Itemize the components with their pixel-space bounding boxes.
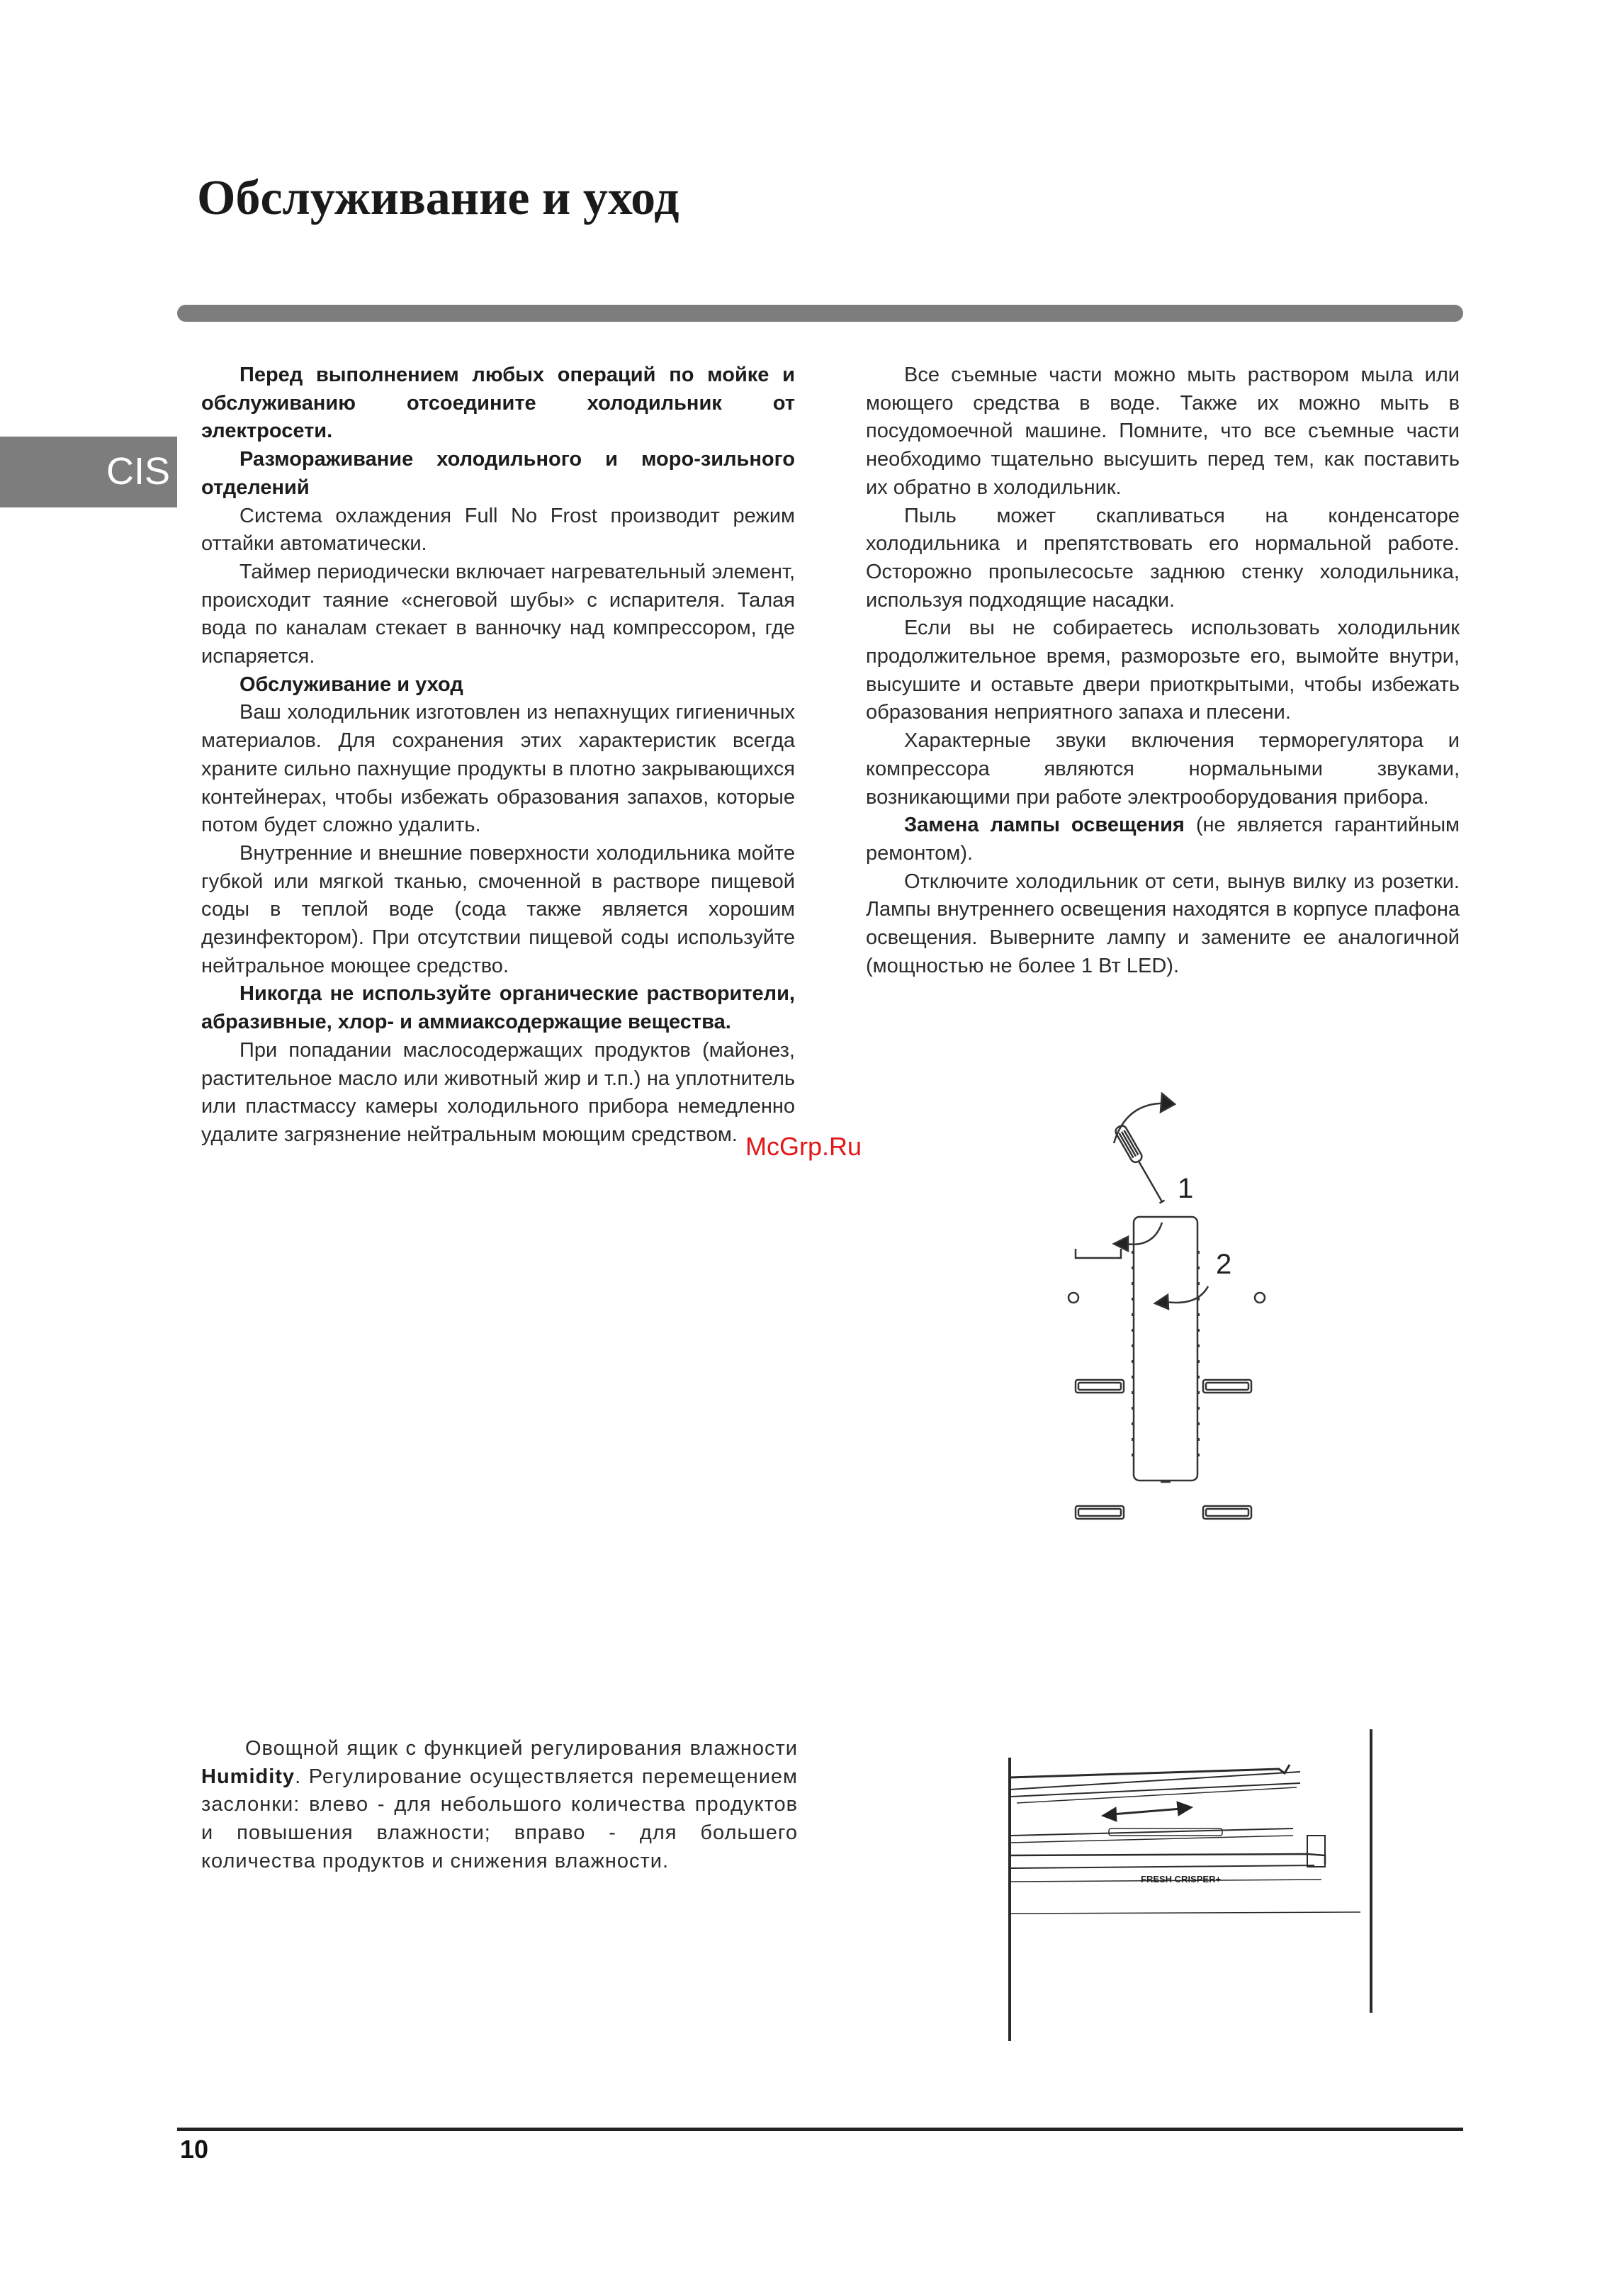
defrost-paragraph-2: Таймер периодически включает нагревательный элемент, происходит таяние «снеговой шубы» с испарителя. Талая вода по каналам стекает в ванночку над компрессором, где испаряется. [201, 560, 795, 668]
watermark: McGrp.Ru [745, 1132, 862, 1161]
rotate-arrow-head [1161, 1094, 1175, 1112]
lamp-paragraph: Отключите холодильник от сети, вынув вилку из розетки. Лампы внутреннего освещения находятся в корпусе плафона освещения. Выверните лампу и замените ее аналогичной (мощностью не более 1 Вт LED). [866, 870, 1460, 977]
care-paragraph-3: При попадании маслосодержащих продуктов (майонез, растительное масло или животный жир и т.п.) на уплотнитель или пластмассу камеры холодильного прибора немедленно удалите загрязнение нейтральным моющим средством. [201, 1038, 795, 1146]
humidity-text-after: . Регулирование осуществляется перемещением заслонки: влево - для небольшого количества продуктов и повышения влажности; вправо - для большего количества продуктов и снижения влажности. [201, 1765, 798, 1872]
crisper-brand-label: FRESH CRISPER+ [1141, 1874, 1222, 1884]
humidity-paragraph [201, 1735, 798, 1876]
condenser-dust-paragraph: Пыль может скапливаться на конденсаторе холодильника и препятствовать его нормальной работе. Осторожно пропылесосьте заднюю стенку холодильника, используя подходящие насадки. [866, 504, 1460, 612]
title-divider-bar [177, 305, 1463, 322]
screw-hole-left [1068, 1293, 1078, 1303]
arrow-1-curve [1125, 1223, 1162, 1245]
humidity-brand: Humidity [201, 1765, 295, 1788]
screwdriver-icon [1114, 1124, 1167, 1205]
solvent-warning: Никогда не используйте органические растворители, абразивные, хлор- и аммиаксодержащие вещества. [201, 982, 795, 1034]
long-absence-paragraph: Если вы не собираетесь использовать холодильник продолжительное время, разморозьте его, вымойте внутри, высушите и оставьте двери приоткрытыми, чтобы избежать образования неприятного запаха и плесени. [866, 617, 1460, 724]
language-side-tab-label: CIS [106, 450, 170, 493]
lamp-heading: Замена лампы освещения [904, 814, 1185, 837]
care-heading: Обслуживание и уход [239, 673, 463, 696]
safety-warning: Перед выполнением любых операций по мойке и обслуживанию отсоедините холодильник от электросети. [201, 364, 795, 443]
defrost-paragraph-1: Система охлаждения Full No Frost производит режим оттайки автоматически. [201, 504, 795, 556]
left-column [201, 361, 795, 1150]
top-left-clip-open [1076, 1249, 1121, 1258]
clip-bottom-left [1076, 1506, 1124, 1519]
screw-hole-right [1255, 1293, 1265, 1303]
care-paragraph-1: Ваш холодильник изготовлен из непахнущих гигиеничных материалов. Для сохранения этих характеристик всегда храните сильно пахнущие продукты в плотно закрывающихся контейнерах, чтобы избежать образования запахов, которые потом будет сложно удалить. [201, 701, 795, 837]
humidity-crisper-figure [1003, 1729, 1382, 2041]
clip-mid-right [1203, 1380, 1251, 1393]
step-1-label: 1 [1178, 1173, 1194, 1204]
clip-bottom-right [1203, 1506, 1251, 1519]
removable-parts-paragraph: Все съемные части можно мыть раствором мыла или моющего средства в воде. Также их можно мыть в посудомоечной машине. Помните, что все съемные части необходимо тщательно высушить перед тем, как поставить их обратно в холодильник. [866, 364, 1460, 499]
clip-mid-left [1076, 1380, 1124, 1393]
care-paragraph-2: Внутренние и внешние поверхности холодильника мойте губкой или мягкой тканью, смоченной в растворе пищевой соды в теплой воде (сода также является хорошим дезинфектором). При отсутствии пищевой соды используйте нейтральное моющее средство. [201, 841, 795, 977]
defrost-heading: Размораживание холодильного и моро-зильного отделений [201, 448, 795, 499]
right-column [866, 361, 1460, 980]
humidity-section [201, 1735, 798, 1876]
page-number: 10 [180, 2135, 209, 2164]
lamp-cover [1134, 1217, 1197, 1481]
arrow-2-curve [1166, 1286, 1208, 1303]
sounds-paragraph: Характерные звуки включения терморегулятора и компрессора являются нормальными звуками, возникающими при работе электрооборудования прибора. [866, 729, 1460, 809]
lamp-heading-note: (не является гарантийным ремонтом). [866, 814, 1460, 865]
step-2-label: 2 [1216, 1249, 1232, 1280]
lamp-replacement-figure [1049, 1081, 1290, 1534]
damper-arrow-right-icon [1177, 1802, 1192, 1816]
arrow-2-head [1155, 1295, 1168, 1309]
damper-arrow-left-icon [1102, 1807, 1117, 1821]
page-title: Обслуживание и уход [197, 171, 680, 225]
humidity-text-before: Овощной ящик с функцией регулирования влажности [245, 1737, 798, 1760]
damper-slide-arrow-line [1112, 1809, 1181, 1814]
footer-rule [177, 2128, 1463, 2131]
language-side-tab [0, 437, 177, 507]
lamp-heading-line [866, 811, 1460, 867]
